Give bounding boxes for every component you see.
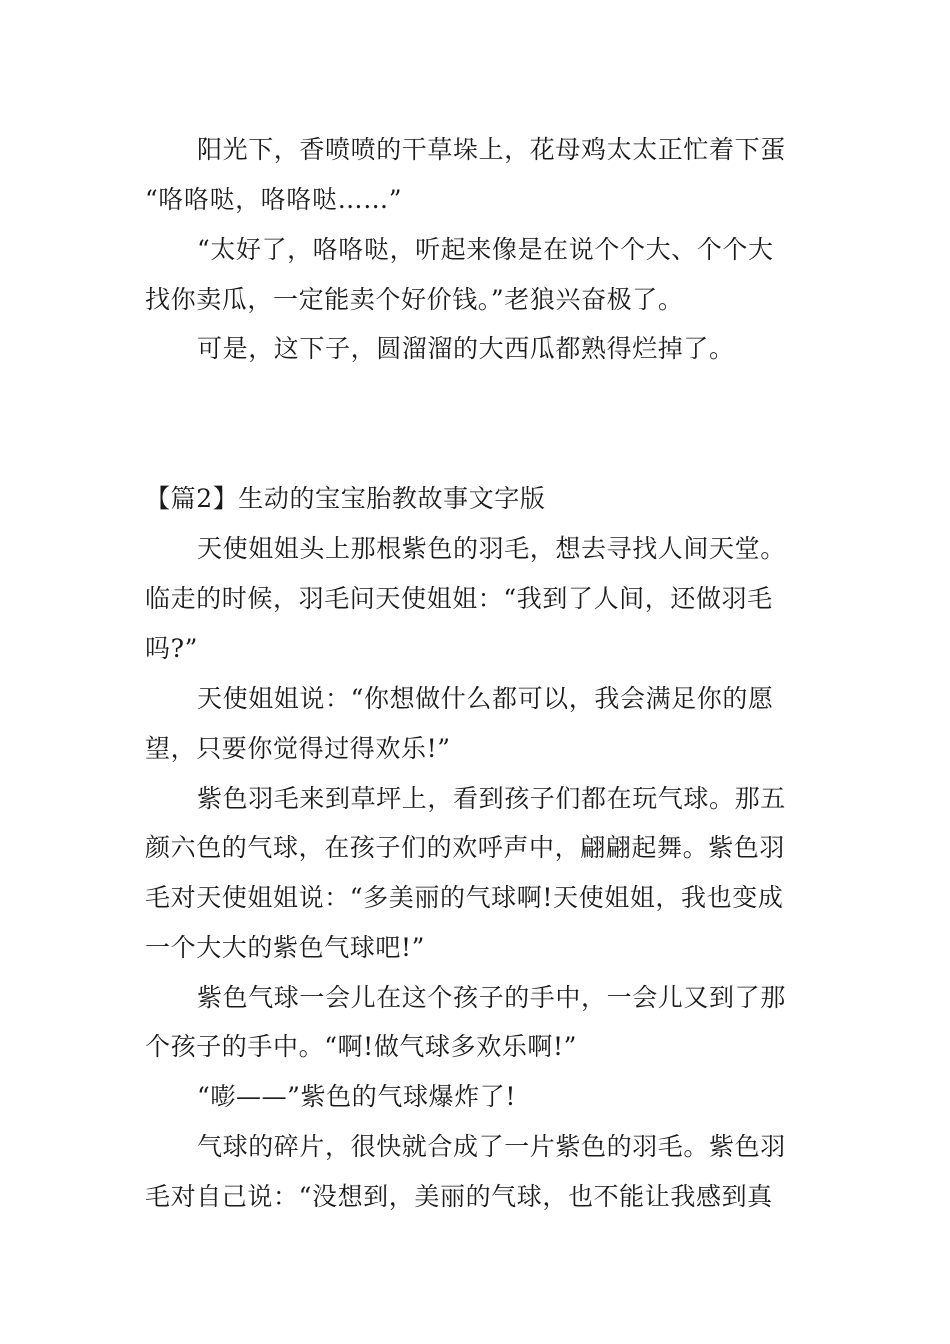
paragraph-line: 望，只要你觉得过得欢乐!”: [145, 734, 451, 763]
paragraph-line: 可是，这下子，圆溜溜的大西瓜都熟得烂掉了。: [197, 334, 735, 363]
paragraph-line: 个孩子的手中。“啊!做气球多欢乐啊!”: [145, 1032, 578, 1061]
paragraph-line: 天使姐姐说：“你想做什么都可以，我会满足你的愿: [197, 684, 774, 713]
paragraph-line: 临走的时候，羽毛问天使姐姐：“我到了人间，还做羽毛: [145, 584, 773, 613]
paragraph-line: “咯咯哒，咯咯哒……”: [145, 185, 403, 214]
paragraph-line: “太好了，咯咯哒，听起来像是在说个个大、个个大: [197, 235, 774, 264]
paragraph-line: 紫色气球一会儿在这个孩子的手中，一会儿又到了那: [197, 983, 786, 1012]
paragraph-line: 毛对天使姐姐说：“多美丽的气球啊!天使姐姐，我也变成: [145, 883, 784, 912]
paragraph-line: 毛对自己说：“没想到，美丽的气球，也不能让我感到真: [145, 1182, 773, 1211]
paragraph-line: 紫色羽毛来到草坪上，看到孩子们都在玩气球。那五: [197, 784, 786, 813]
paragraph-line: 气球的碎片，很快就合成了一片紫色的羽毛。紫色羽: [197, 1132, 786, 1161]
paragraph-line: 阳光下，香喷喷的干草垛上，花母鸡太太正忙着下蛋: [197, 135, 786, 164]
paragraph-line: 找你卖瓜，一定能卖个好价钱。”老狼兴奋极了。: [145, 285, 684, 314]
paragraph-line: 吗?”: [145, 634, 198, 663]
paragraph-line: 颜六色的气球，在孩子们的欢呼声中，翩翩起舞。紫色羽: [145, 833, 786, 862]
paragraph-line: 天使姐姐头上那根紫色的羽毛，想去寻找人间天堂。: [197, 534, 786, 563]
paragraph-line: “嘭——”紫色的气球爆炸了!: [197, 1082, 517, 1111]
paragraph-line: 一个大大的紫色气球吧!”: [145, 933, 426, 962]
section-heading: 【篇2】生动的宝宝胎教故事文字版: [145, 484, 546, 513]
